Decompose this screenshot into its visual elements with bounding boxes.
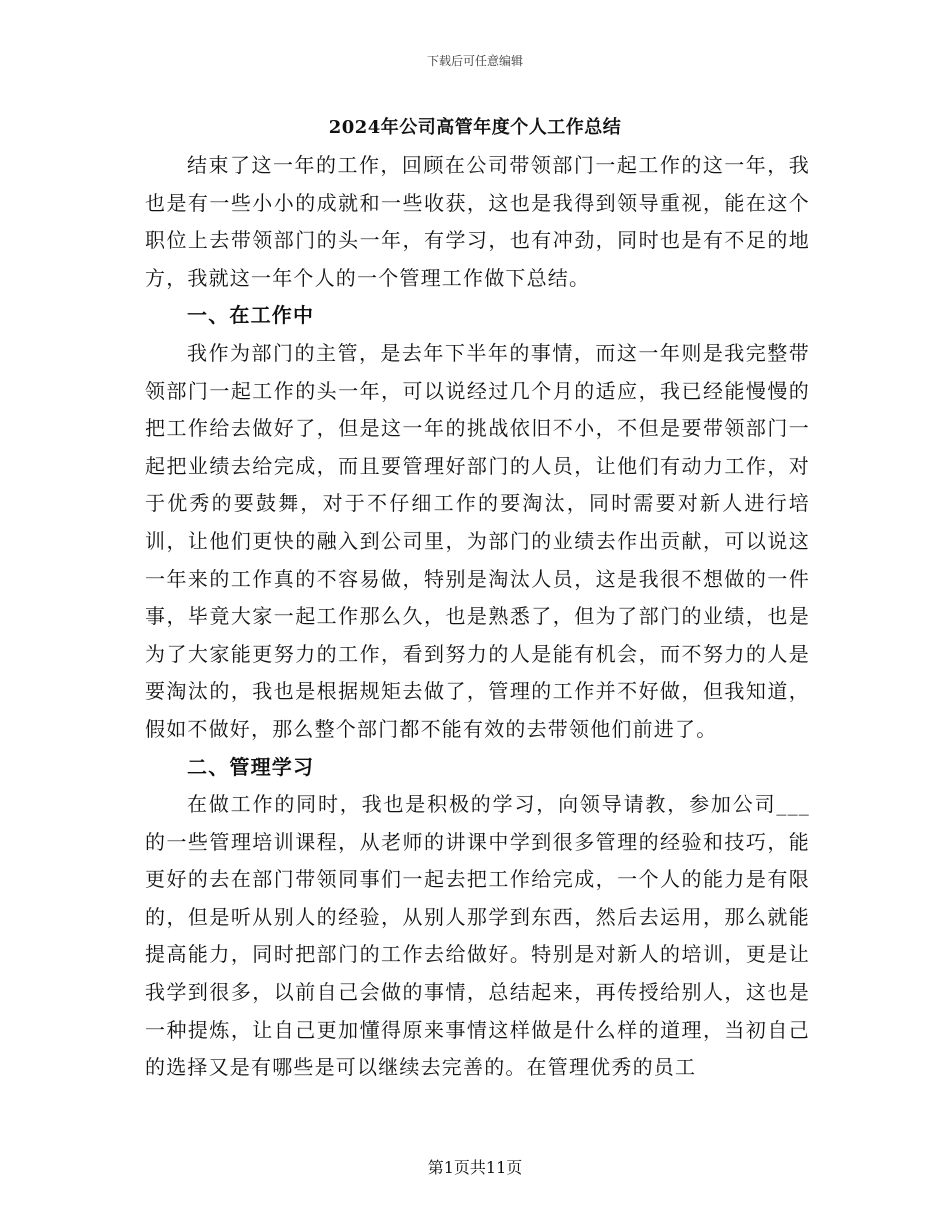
intro-paragraph: 结束了这一年的工作，回顾在公司带领部门一起工作的这一年，我也是有一些小小的成就和一些收获，这也是我得到领导重视，能在这个职位上去带领部门的头一年，有学习，也有冲劲，同时也是有不足的地方，我就这一年个人的一个管理工作做下总结。: [145, 153, 810, 290]
section-paragraph-management-learning: 在做工作的同时，我也是积极的学习，向领导请教，参加公司___的一些管理培训课程，从老师的讲课中学到很多管理的经验和技巧，能更好的去在部门带领同事们一起去把工作给完成，一个人的能力是有限的，但是听从别人的经验，从别人那学到东西，然后去运用，那么就能提高能力，同时把部门的工作去给做好。特别是对新人的培训，更是让我学到很多，以前自己会做的事情，总结起来，再传授给别人，这也是一种提炼，让自己更加懂得原来事情这样做是什么样的道理，当初自己的选择又是有哪些是可以继续去完善的。在管理优秀的员工: [145, 792, 810, 1080]
section-heading-management-learning: 二、管理学习: [187, 754, 315, 779]
section-paragraph-work: 我作为部门的主管，是去年下半年的事情，而这一年则是我完整带领部门一起工作的头一年，可以说经过几个月的适应，我已经能慢慢的把工作给去做好了，但是这一年的挑战依旧不小，不但是要带领部门一起把业绩去给完成，而且要管理好部门的人员，让他们有动力工作，对于优秀的要鼓舞，对于不仔细工作的要淘汰，同时需要对新人进行培训，让他们更快的融入到公司里，为部门的业绩去作出贡献，可以说这一年来的工作真的不容易做，特别是淘汰人员，这是我很不想做的一件事，毕竟大家一起工作那么久，也是熟悉了，但为了部门的业绩，也是为了大家能更努力的工作，看到努力的人是能有机会，而不努力的人是要淘汰的，我也是根据规矩去做了，管理的工作并不好做，但我知道，假如不做好，那么整个部门都不能有效的去带领他们前进了。: [145, 340, 810, 741]
section-heading-work: 一、在工作中: [187, 303, 315, 328]
page-header-note: 下载后可任意编辑: [426, 54, 523, 68]
document-title: 2024年公司高管年度个人工作总结: [328, 117, 622, 138]
page-number: 第1页共11页: [427, 1158, 523, 1177]
document-body: [145, 147, 810, 1087]
